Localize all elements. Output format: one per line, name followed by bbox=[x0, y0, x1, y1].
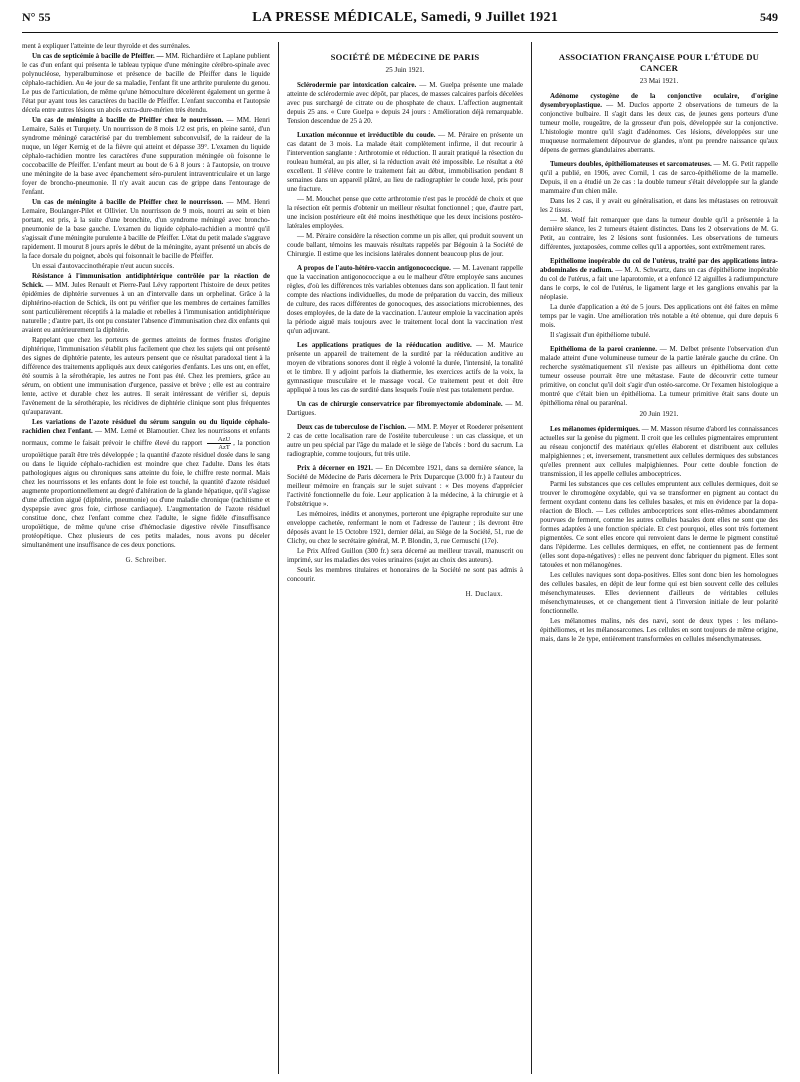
article-body: — M. Delbet présente l'observation d'un malade atteint d'une volumineuse tumeur de la partie latérale gauche du crâne. On recherche systématiquement s'il n'existe pas ailleurs un épithélioma dont cette tumeur osseuse pourrait être une métastase. Faute de découvrir cette tumeur primitive, on conclut qu'il doit s'agir d'un ostéo-sarcome. Or l'examen histologique a montré que c'était bien un épithélioma. La tumeur primitive était sans doute un épithélioma rénal ou pararénal. bbox=[540, 345, 778, 407]
article-title: Tumeurs doubles, épithéliomateuses et sarcomateuses. bbox=[550, 160, 712, 168]
article-body: — MM. Henri Lemaire, Salès et Turquety. Un nourrisson de 8 mois 1/2 est pris, en pleine santé, d'un syndrome méningé caractérisé par du tremblement subconvulsif, de la raideur de la nuque, un léger Kernig et de la fièvre qui atteint et dépasse 39°. L'examen du liquide céphalo-rachidien montre les caractères d'une suppuration méningée où foisonne le coccobacille de Pfeiffer. L'enfant meurt au bout de 6 à 8 jours : à l'autopsie, on trouve une méningite de la base avec épanchement séro-purulent intraventriculaire et un large foyer de broncho-pneumonie. Il n'y avait aucun cas de grippe dans l'entourage de l'enfant. bbox=[22, 116, 271, 196]
column-middle bbox=[278, 42, 531, 1074]
article-septicemie bbox=[22, 52, 270, 115]
paragraph: ment à expliquer l'atteinte de leur thyroïde et des surrénales. bbox=[22, 42, 191, 50]
article-body: — M. A. Schwartz, dans un cas d'épithéliome inopérable du col de l'utérus, a fait une laparotomie, et a enfoncé 12 aiguilles à radiumpuncture dans le corps, le col de l'utérus, le ligament large et les ganglions envahis par la néoplasie. bbox=[540, 266, 778, 301]
paragraph: Les mémoires, inédits et anonymes, porteront une épigraphe reproduite sur une enveloppe cachetée, renfermant le nom et l'adresse de l'auteur ; ils devront être déposés avant le 15 Octobre 1921, dernier délai, au Siège de la Société, 51, rue de Clichy, ou chez le secrétaire général, M. P. Blondin, 3, rue Cernuschi (17e). bbox=[287, 510, 523, 545]
article-body: — MM. Henri Lemaire, Boulanger-Pilet et Ollivier. Un nourrisson de 9 mois, nourri au sein et bien portant, est pris, à la suite d'une bronchite, d'un syndrome méningé avec broncho-pneumonie de la base gauche. L'examen du liquide céphalo-rachidien a montré qu'il s'agissait d'une méningite purulente à bacille de Pfeiffer. L'état du petit malade s'aggrave rapidement. Il mourut 8 jours après le début de la méningite, ayant présenté un abcès de la face dorsale du poignet, abcès qui foisonnait le bacille de Pfeiffer. bbox=[22, 198, 271, 260]
paragraph: Rappelant que chez les porteurs de germes atteints de formes frustes d'origine diphtérique, l'immunisation s'établit plus facilement que chez les sujets qui ont présenté des signes de diphtérie patente, les auteurs pensent que ce résultat paradoxal tient à la différence des traitements appliqués aux deux catégories d'enfants. Les uns ont, en effet, été soumis à la sérothérapie, les autres ne l'ont pas été. Chez les premiers, grâce au sérum, on obtient une immunisation d'urgence, passive et brève ; elle est au contraire lente, active et durable chez les autres. Il serait intéressant de vérifier si, depuis l'avènement de la sérothérapie, les récidives de diphtérie clinique sont plus fréquentes qu'auparavant. bbox=[22, 336, 270, 416]
article-body: — M. Maurice présente un appareil de traitement de la surdité par la rééducation auditive au moyen de vibrations sonores dont il règle à volonté la durée, l'intensité, la tonalité et le timbre. Il y adjoint parfois la diathermie, les exercices actifs de la voix, la gymnastique musculaire et le massage vocal. Ce traitement peut et doit être appliqué à tous les cas de surdité dans lesquels l'ouïe n'est pas totalement perdue. bbox=[287, 341, 523, 394]
columns bbox=[22, 42, 778, 1074]
article-azote bbox=[22, 418, 270, 550]
paragraph: La durée d'application a été de 5 jours. Des applications ont été faites en même temps par le vagin. Une amélioration très notable a été obtenue, qui dure depuis 6 mois. bbox=[540, 303, 778, 329]
article-body: , la ponction uropoïétique paraît être très développée ; la quantité d'azote résiduel dosée dans le sang ou dans le liquide céphalo-rachidien est moindre que chez l'adulte. Dans les états pathologiques aigus ou chroniques sans atteinte du foie, le chiffre reste normal. Mais chez les nourrissons et les enfants dont le foie est touché, la quantité d'azote résiduel augmente proportionnellement au degré d'altération de la glande hépatique, qu'il s'agisse d'une affection aiguë (diphtérie, pneumonie) ou d'une maladie chronique (rachitisme et dyspepsie avec gros foie, cirrhose cardiaque). L'augmentation de l'azote résiduel constitue donc, chez l'enfant comme chez l'adulte, le signe fidèle d'insuffisance uropoïétique, de même qu'une crise d'hémoclasie digestive révèle l'insuffisance protéopétique. Chez plusieurs de ces petits malades, nous avons pu déceler simultanément une insuffisance de ces deux ponctions. bbox=[22, 439, 270, 549]
article-title: Prix à décerner en 1921. bbox=[297, 464, 373, 472]
page-header bbox=[22, 10, 778, 33]
article-body: — M. Masson résume d'abord les connaissances actuelles sur la genèse du pigment. Il croit que les cellules pigmentaires empruntent au réseau conjonctif des matériaux qu'elles élaborent et distribuent aux cellules malpighiennes ; et, inversement, transmettent aux cellules dermiques des substances qu'elles prennent aux cellules malpighiennes. Pour cette double fonction de transmission, il les appelle cellules amboceptrices. bbox=[540, 425, 778, 478]
signature: G. Schreiber. bbox=[125, 557, 167, 564]
article-meningite-2 bbox=[22, 198, 270, 261]
article-body: MM. Richardière et Laplane publient le cas d'un enfant qui présenta le tableau typique d'une méningite cérébro-spinale avec polynucléose, hyperalbuminose et présence de bacille de Pfeiffer dans le liquide céphalo-rachidien. Au 4e jour de sa maladie, l'enfant fit une arthrite purulente du genou. Le pus de l'articulation, de même qu'une hémoculture décelèrent également un germe à l'état pur ayant tous les caractères du bacille de Pfeiffer. L'enfant succomba et l'autopsie décela entre autres lésions un abcès extra-dure-mérien très étendu. bbox=[22, 52, 270, 114]
article-title: Un cas de méningite à bacille de Pfeiffer chez le nourrisson. bbox=[32, 116, 224, 124]
article-title: Un cas de méningite à bacille de Pfeiffer chez le nourrisson. bbox=[32, 198, 224, 206]
article-title: A propos de l'auto-hétéro-vaccin antigonococcique. bbox=[297, 264, 451, 272]
article-reeducation bbox=[287, 341, 523, 395]
article-title: Luxation méconnue et irréductible du coude. bbox=[297, 131, 436, 139]
article-prix bbox=[287, 464, 523, 509]
article-luxation bbox=[287, 131, 523, 194]
article-body: — MM. Lemé et Blamoutier. Chez les nourrissons et enfants normaux, comme le faisait prévoir le chiffre élevé du rapport bbox=[22, 427, 270, 448]
article-title: Un cas de septicémie à bacille de Pfeiffer. — bbox=[32, 52, 164, 60]
fraction-numerator: AzU bbox=[207, 436, 231, 444]
paragraph: Un essai d'autovaccinothérapie n'eut aucun succès. bbox=[32, 262, 175, 270]
paragraph: Le Prix Alfred Guillon (300 fr.) sera décerné au meilleur travail, manuscrit ou imprimé, sur les maladies des voies urinaires (sujet au choix des auteurs). bbox=[287, 547, 523, 564]
article-body: — M. Duclos apporte 2 observations de tumeurs de la conjonctive bulbaire. Il s'agit dans les deux cas, de jeunes gens porteurs d'une tumeur molle, rougeâtre, de la grosseur d'un pois, développée sur la conjonctive. L'histologie montre qu'il s'agit d'adénomes. Ces lésions, développées sur une muqueuse normalement dépourvue de glandes, n'ont pu prendre naissance qu'aux dépens de germes glandulaires aberrants. bbox=[540, 101, 778, 154]
article-title: Les applications pratiques de la rééducation auditive. bbox=[297, 341, 472, 349]
article-melanomes bbox=[540, 425, 778, 479]
article-body: — M. Lavenant rappelle que la vaccination antigonococcique a eu le malheur d'être employée sans aucunes règles, d'où les différences très variables obtenues dans son application. Il faut tenir compte des réactions individuelles, du mode de préparation du vaccin, des milieux de culture, des races différentes de gonocoques, des associations microbiennes, des doses employées, de la date de la vaccination. L'auteur emploie la vaccination après la période aiguë mais toujours avec le traitement local dont la vaccination n'est qu'un adjuvant. bbox=[287, 264, 523, 335]
article-title: Deux cas de tuberculose de l'ischion. bbox=[297, 423, 407, 431]
article-title: Epithéliome inopérable du col de l'utérus, traité par des applications intra-abdominales de radium. bbox=[540, 257, 778, 274]
article-schick bbox=[22, 272, 270, 335]
paragraph: Seuls les membres titulaires et honoraires de la Société ne sont pas admis à concourir. bbox=[287, 566, 523, 583]
page-number-right: 549 bbox=[760, 10, 778, 24]
paragraph: Parmi les substances que ces cellules empruntent aux cellules dermiques, doit se trouver le chromogène oxydable, qui va se transformer en pigment au contact du ferment oxydant contenu dans les cellules basales, et mis en évidence par la dopa-réaction de Bloch. — Les cellules amboceptrices sont elles-mêmes abondamment pourvues de ferment, comme les autres cellules basales dont elles ne sont que des formes adaptées à une fonction spéciale. Et c'est pourquoi, elles sont très fortement pigmentées. Ce sont elles encore qui renvoient dans le derme le pigment constitué dans l'épiderme. Les cellules dermiques, en effet, ne contiennent pas de ferment (elles sont dopa-négatives) : elles ne peuvent donc fabriquer du pigment. Elles sont tatouées et non mélanogènes. bbox=[540, 480, 778, 569]
session-date: 20 Juin 1921. bbox=[639, 410, 679, 418]
article-title: Les variations de l'azote résiduel du sérum sanguin ou du liquide céphalo-rachidien chez l'enfant. bbox=[22, 418, 270, 435]
fraction-denominator: AzT bbox=[218, 444, 230, 451]
article-chirurgie bbox=[287, 400, 523, 418]
page-number-left: N° 55 bbox=[22, 10, 51, 24]
article-title: Adénome cystogène de la conjonctive oculaire, d'origine dysembryoplastique. bbox=[540, 92, 778, 109]
journal-title: LA PRESSE MÉDICALE, Samedi, 9 Juillet 1921 bbox=[252, 10, 559, 25]
session-date: 25 Juin 1921. bbox=[385, 66, 425, 74]
article-title: Les mélanomes épidermiques. bbox=[550, 425, 640, 433]
article-sclerodermie bbox=[287, 81, 523, 126]
article-body: — En Décembre 1921, dans sa dernière séance, la Société de Médecine de Paris décernera le Prix Duparcque (3.000 fr.) à l'auteur du meilleur mémoire en français sur le sujet suivant : « Des moyens d'apprécier l'activité fonctionnelle du foie. Leur application à la médecine, à la chirurgie et à l'obstétrique ». bbox=[287, 464, 524, 508]
paragraph: — M. Mouchet pense que cette arthrotomie n'est pas le procédé de choix et que la résection eût permis d'obtenir un meilleur résultat fonctionnel ; que, d'autre part, une incision postérieure eût été moins inesthétique que les deux incisions postéro-latérales employées. bbox=[287, 195, 523, 230]
paragraph: — M. Wolf fait remarquer que dans la tumeur double qu'il a présentée à la dernière séance, les 2 tumeurs étaient distinctes. Dans les 2 observations de M. G. Petit, au contraire, les 2 lésions sont fusionnées. Les observations de tumeurs différentes, juxtaposées, comme celles qu'il a apportées, sont extrêmement rares. bbox=[540, 216, 778, 251]
session-date: 23 Mai 1921. bbox=[639, 77, 679, 85]
article-vaccin bbox=[287, 264, 523, 336]
article-adenome bbox=[540, 92, 778, 155]
column-left bbox=[22, 42, 278, 1074]
section-heading: ASSOCIATION FRANÇAISE POUR L'ÉTUDE DU CANCER bbox=[558, 52, 760, 73]
article-body: — M. Guelpa présente une malade atteinte de sclérodermie avec dépôt, par places, de masses calcaires parfois décelées avec pus surchargé de citrate ou de phosphate de chaux. L'affection augmentait depuis 25 ans. « Cure Guelpa » depuis 24 jours : Amélioration déjà remarquable. Tension descendue de 25 à 20. bbox=[287, 81, 524, 125]
fraction bbox=[207, 436, 231, 451]
article-tumeurs-doubles bbox=[540, 160, 778, 196]
article-body: — M. G. Petit rappelle qu'il a publié, en 1906, avec Cornil, 1 cas de sarco-épithéliome de la mamelle. Depuis, il en a étudié un 2e cas : la double tumeur s'était développée sur la glande mammaire d'un chien mâle. bbox=[540, 160, 778, 195]
paragraph: Il s'agissait d'un épithéliome tubulé. bbox=[550, 331, 651, 339]
article-epithelioma-crane bbox=[540, 345, 778, 408]
paragraph: — M. Péraire considère la résection comme un pis aller, qui produit souvent un coude ballant, témoins les mauvais résultats rappelés par Bégouin à la Société de Chirurgie. Il estime que les incisions latérales donnent beaucoup plus de jour. bbox=[287, 232, 523, 258]
section-heading: SOCIÉTÉ DE MÉDECINE DE PARIS bbox=[330, 52, 480, 62]
article-body: — MM. P. Meyer et Roederer présentent 2 cas de cette localisation rare de l'ostéite tuberculeuse : un cas classique, et un autre un peu spécial par l'âge du malade et le siège de l'abcès : bord du sacrum. La radiographie, comme toujours, fut très utile. bbox=[287, 423, 524, 458]
article-body: — M. Dartigues. bbox=[287, 400, 523, 417]
paragraph: Les cellules naviques sont dopa-positives. Elles sont donc bien les homologues des cellules basales, en dépit de leur forme qui est bien souvent celle des cellules mésenchymateuses. Elles deviennent d'ailleurs de véritables cellules mésenchymateuses, et ce changement tient à l'inversion initiale de leur polarité fonctionnelle. bbox=[540, 571, 778, 615]
article-body: — MM. Jules Renault et Pierre-Paul Lévy rapportent l'histoire de deux petites épidémies de diphtérie survenues à un an d'intervalle dans un orphelinat. Grâce à la diphtérino-réaction de Schick, ils ont pu vérifier que les membres de certaines familles sont particulièrement réceptifs à la maladie et rebelles à l'immunisation antidiphtérique naturelle ; d'autre part, ils ont pu constater l'absence d'immunisation chez dix enfants qui avaient eu antérieurement la diphtérie. bbox=[22, 281, 271, 334]
paragraph: Dans les 2 cas, il y avait eu généralisation, et dans les métastases on retrouvait les 2 tissus. bbox=[540, 197, 778, 214]
article-body: — M. Péraire en présente un cas datant de 3 mois. La malade était complètement infirme, il dut recourir à l'intervention sanglante : Arthrotomie et réduction. Il aurait pratiqué la résection du rouleau huméral, au pis aller, si la réduction avait été impossible. Le résultat a été excellent. Il s'élève contre le traitement fait au début, immobilisation pendant 8 semaines dans un appareil plâtré, au lieu de radiographier le coude luxé, pris pour une fracture. bbox=[287, 131, 523, 193]
signature: H. Duclaux. bbox=[465, 591, 503, 598]
column-right bbox=[531, 42, 778, 1074]
article-title: Un cas de chirurgie conservatrice par fibromyectomie abdominale. bbox=[297, 400, 503, 408]
article-meningite-1 bbox=[22, 116, 270, 197]
paragraph: Les mélanomes malins, nés des nævi, sont de deux types : les mélano-épithéliomes, et les mélanosarcomes. Les cellules en sont toujours de même origine, mais, dans le 2e type, entièrement transformées en cellules mésenchymateuses. bbox=[540, 617, 778, 643]
article-title: Epithélioma de la paroi cranienne. bbox=[550, 345, 658, 353]
article-title: Sclérodermie par intoxication calcaire. bbox=[297, 81, 417, 89]
article-title: Résistance à l'immunisation antidiphtérique contrôlée par la réaction de Schick. bbox=[22, 272, 270, 289]
article-ischion bbox=[287, 423, 523, 459]
article-epitheliome-uterus bbox=[540, 257, 778, 302]
